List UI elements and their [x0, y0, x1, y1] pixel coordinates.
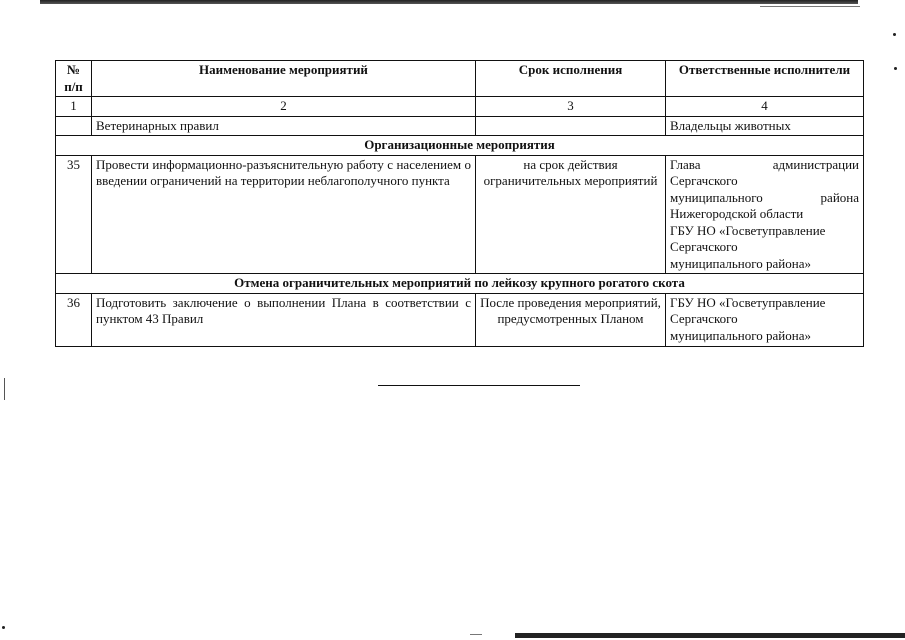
scan-edge-left-mark [4, 378, 5, 400]
row36-resp-line: муниципального района» [670, 327, 811, 343]
row35-num: 35 [56, 155, 92, 274]
row36-num: 36 [56, 293, 92, 346]
index-cell-1: 1 [56, 97, 92, 117]
row35-name: Провести информационно-разъяснительную работу с населением о введении ограничений на территории неблагополучного пункта [92, 155, 476, 274]
table-row-36 [56, 293, 864, 346]
scan-speck [2, 626, 5, 629]
row36-name: Подготовить заключение о выполнении Плана в соответствии с пунктом 43 Правил [92, 293, 476, 346]
index-row [56, 97, 864, 117]
measures-table [55, 60, 864, 347]
carry-over-row [56, 116, 864, 136]
row35-resp-line: муниципального района» [670, 255, 811, 271]
table-row-35 [56, 155, 864, 274]
row36-resp-line: Сергачского [670, 311, 738, 326]
scan-edge-top-line [760, 6, 860, 7]
scan-speck [894, 67, 897, 70]
section-title-cancellation: Отмена ограничительных мероприятий по лейкозу крупного рогатого скота [56, 274, 864, 294]
index-cell-4: 4 [666, 97, 864, 117]
section-row-cancellation [56, 274, 864, 294]
row35-resp-line: Сергачского [670, 173, 738, 188]
row35-term: на срок действия ограничительных мероприятий [476, 155, 666, 274]
row35-resp-line: муниципального района [670, 189, 859, 205]
index-cell-3: 3 [476, 97, 666, 117]
row36-term: После проведения мероприятий, предусмотренных Планом [476, 293, 666, 346]
scan-edge-top [40, 0, 858, 4]
header-term: Срок исполнения [476, 61, 666, 97]
row35-resp-line: Сергачского [670, 239, 738, 254]
header-row [56, 61, 864, 97]
header-responsible: Ответственные исполнители [666, 61, 864, 97]
carry-num [56, 116, 92, 136]
row36-resp-line: ГБУ НО «Госветуправление [670, 294, 826, 310]
row36-responsible [666, 293, 864, 346]
scan-speck [893, 33, 896, 36]
header-num: № п/п [56, 61, 92, 97]
row35-resp-line: Нижегородской области [670, 206, 804, 221]
row35-responsible [666, 155, 864, 274]
row35-resp-line: Глава администрации [670, 156, 859, 172]
carry-term [476, 116, 666, 136]
header-name: Наименование мероприятий [92, 61, 476, 97]
scan-edge-bottom-mark [470, 634, 482, 635]
carry-responsible: Владельцы животных [666, 116, 864, 136]
row35-resp-line: ГБУ НО «Госветуправление [670, 222, 826, 238]
section-row-organizational [56, 136, 864, 156]
index-cell-2: 2 [92, 97, 476, 117]
end-divider-line [378, 385, 580, 386]
carry-name: Ветеринарных правил [92, 116, 476, 136]
scan-edge-bottom [515, 633, 905, 638]
section-title-organizational: Организационные мероприятия [56, 136, 864, 156]
